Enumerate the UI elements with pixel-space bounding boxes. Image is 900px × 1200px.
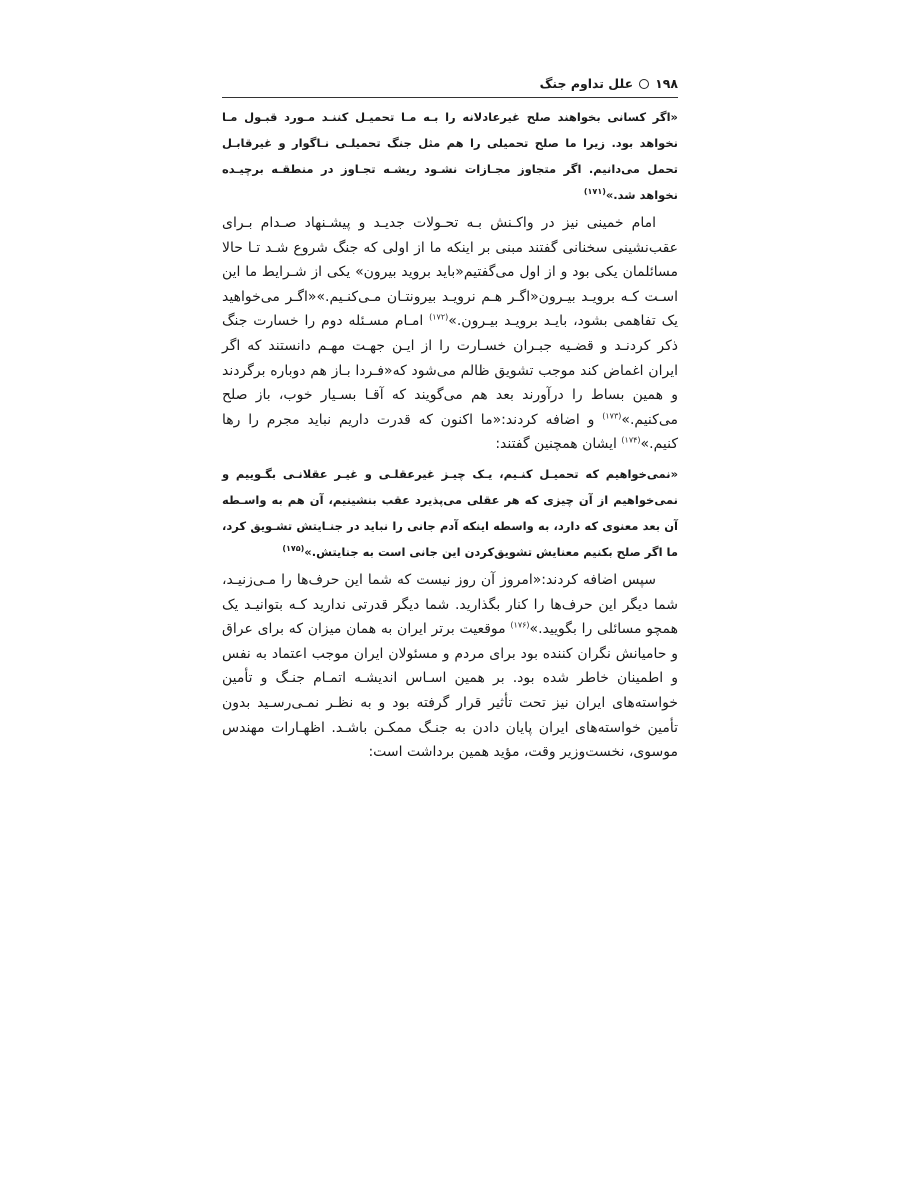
quote-text: «نمی‌خواهیم که تحمیـل کنـیم، یـک چیـز غیرعقلـی و غیـر عقلانـی بگـوییم و نمی‌خواهیم از آن چیزی که هر عقلی می‌پذیرد عقب بنشینیم، آن هم به واسـطه آن بعد معنوی که دارد، به واسطه اینکه آدم جانی را نباید در جنـایتش تشـویق کرد، ما اگر صلح بکنیم معنایش تشویق‌کردن این جانی است به جنایتش.»: [222, 466, 678, 559]
circle-bullet-icon: [639, 79, 649, 89]
paragraph-text: ایشان همچنین گفتند:: [495, 436, 622, 453]
footnote-ref: (۱۷۳): [602, 411, 622, 421]
footnote-ref: (۱۷۲): [429, 312, 449, 322]
paragraph-text: سپس اضافه کردند:«امروز آن روز نیست که شما این حرف‌ها را مـی‌زنیـد، شما دیگر این حرف‌ها را کنار بگذارید. شما دیگر قدرتی ندارید کـه بتوانیـد یک همچو مسائلی را بگویید.»: [222, 571, 679, 638]
header-divider: [222, 97, 678, 98]
page-number: ۱۹۸: [655, 76, 678, 91]
paragraph-1: [222, 211, 678, 457]
chapter-title: علل تداوم جنگ: [539, 76, 634, 91]
quote-text: «اگر کسانی بخواهند صلح غیرعادلانه را بـه مـا تحمیـل کننـد مـورد قبـول مـا نخواهد بود. زیرا ما صلح تحمیلی را هم مثل جنگ تحمیلـی نـاگوار و غیرقابـل تحمل می‌دانیم. اگر متجاوز مجـازات نشـود ریشـه تجـاوز در منطقـه برچیـده نخواهد شد.»: [222, 110, 678, 202]
running-header: [540, 76, 678, 91]
paragraph-text: امـام مسـئله دوم را خسارت جنگ ذکر کردنـد و قضـیه جبـران خسـارت را از ایـن جهـت مهـم دانستند که اگر ایران اغماض کند موجب تشویق ظالم می‌شود که«فـردا بـاز هم دوباره برگردند و همین بساط را درآورند بعد هم می‌گویند که آقـا بسـیار خوب، باز صلح می‌کنیم.»: [222, 313, 678, 428]
page-body: [222, 104, 678, 765]
footnote-ref: (۱۷۴): [621, 435, 641, 445]
paragraph-text: موقعیت برتر ایران به همان میزان که برای عراق و حامیانش نگران کننده بود برای مردم و مسئولان ایران موجب اعتماد به نفس و اطمینان خاطر شده بود. بر همین اسـاس اندیشـه اتمـام جنـگ و تأمین خواسته‌های ایران نیز تحت تأثیر قرار گرفته بود و به نظـر نمـی‌رسـید بدون تأمین خواسته‌های ایران پایان دادن به جنـگ ممکـن باشـد. اظهـارات مهندس موسوی، نخست‌وزیر وقت، مؤید همین برداشت است:: [222, 621, 678, 761]
paragraph-text: امام خمینی نیز در واکـنش بـه تحـولات جدیـد و پیشـنهاد صـدام بـرای عقب‌نشینی سخنانی گفتند مبنی بر اینکه ما از اولی که جنگ شروع شـد تـا حالا مسائلمان یکی بود و از اول می‌گفتیم«باید بروید بیرون» یکی از شـرایط ما این اسـت کـه برویـد بیـرون«اگـر هـم نرویـد بیرونتـان مـی‌کنـیم.»«اگـر می‌خواهید یک تفاهمی بشود، بایـد برویـد بیـرون.»: [222, 215, 678, 330]
paragraph-2: [222, 568, 678, 765]
footnote-ref: (۱۷۵): [282, 544, 305, 554]
block-quote-2: [222, 461, 678, 565]
footnote-ref: (۱۷۱): [583, 187, 606, 197]
footnote-ref: (۱۷۶): [510, 620, 530, 630]
block-quote-1: [222, 104, 678, 208]
paragraph-text: و اضافه کردند:«ما اکنون که قدرت داریم نباید مجرم را رها کنیم.»: [222, 411, 678, 453]
